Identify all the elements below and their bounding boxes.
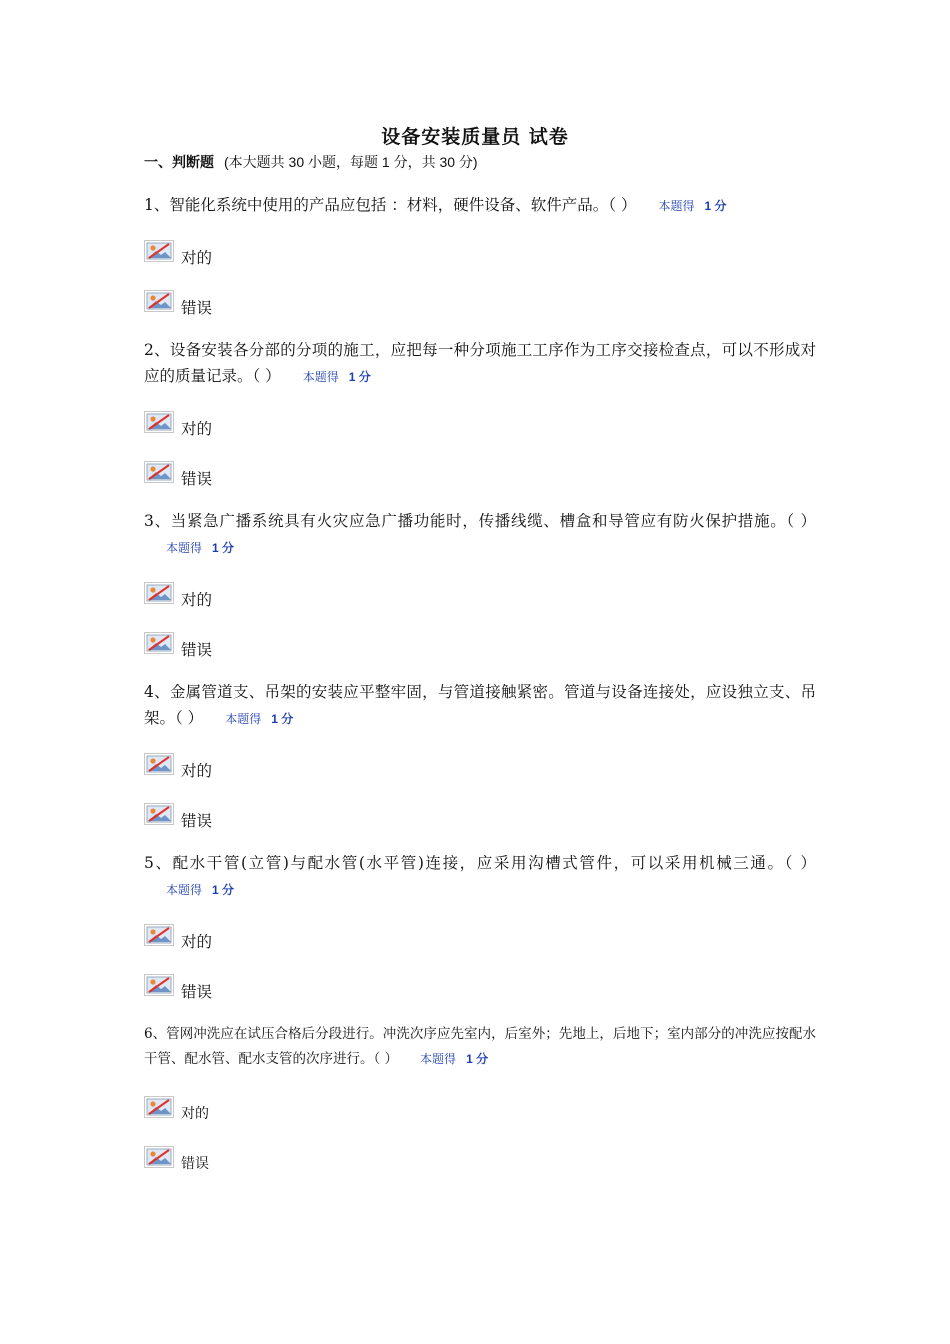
option-false[interactable] bbox=[144, 1140, 209, 1172]
score-points: 1 分 bbox=[704, 199, 727, 213]
question-text: 5、配水干管(立管)与配水管(水平管)连接，应采用沟槽式管件，可以采用机械三通。（ ） bbox=[144, 854, 816, 872]
question-text: 1、智能化系统中使用的产品应包括 ：材料，硬件设备、软件产品。（ ） bbox=[144, 196, 637, 214]
question-2 bbox=[144, 337, 816, 390]
option-true[interactable] bbox=[144, 918, 213, 951]
score-tag bbox=[225, 712, 293, 726]
section-header bbox=[144, 152, 478, 173]
option-label: 错误 bbox=[181, 470, 213, 488]
broken-image-icon bbox=[144, 753, 174, 775]
option-label: 对的 bbox=[181, 933, 213, 951]
option-true[interactable] bbox=[144, 405, 213, 438]
option-true[interactable] bbox=[144, 747, 213, 780]
score-tag bbox=[658, 199, 726, 213]
question-text: 6、管网冲洗应在试压合格后分段进行。冲洗次序应先室内，后室外；先地上，后地下；室内部分的冲洗应按配水干管、配水管、配水支管的次序进行。（ ） bbox=[144, 1026, 816, 1067]
score-points: 1 分 bbox=[212, 541, 235, 555]
option-false[interactable] bbox=[144, 797, 213, 830]
option-label: 对的 bbox=[181, 249, 213, 267]
broken-image-icon bbox=[144, 924, 174, 946]
broken-image-icon bbox=[144, 632, 174, 654]
option-label: 错误 bbox=[181, 1156, 209, 1172]
broken-image-icon bbox=[144, 1146, 174, 1168]
broken-image-icon bbox=[144, 1096, 174, 1118]
broken-image-icon bbox=[144, 240, 174, 262]
score-tag bbox=[420, 1052, 488, 1066]
question-1 bbox=[144, 192, 816, 219]
option-false[interactable] bbox=[144, 626, 213, 659]
option-false[interactable] bbox=[144, 284, 213, 317]
option-true[interactable] bbox=[144, 234, 213, 267]
broken-image-icon bbox=[144, 411, 174, 433]
score-tag bbox=[166, 541, 234, 555]
option-true[interactable] bbox=[144, 576, 213, 609]
option-label: 对的 bbox=[181, 420, 213, 438]
question-text: 2、设备安装各分部的分项的施工，应把每一种分项施工工序作为工序交接检查点，可以不形成对应的质量记录。（ ） bbox=[144, 341, 816, 385]
broken-image-icon bbox=[144, 803, 174, 825]
score-label: 本题得 bbox=[166, 883, 203, 897]
question-text: 4、金属管道支、吊架的安装应平整牢固，与管道接触紧密。管道与设备连接处，应设独立支、吊架。（ ） bbox=[144, 683, 816, 727]
option-label: 对的 bbox=[181, 591, 213, 609]
score-points: 1 分 bbox=[271, 712, 294, 726]
page-title: 设备安装质量员 试卷 bbox=[381, 126, 569, 148]
broken-image-icon bbox=[144, 582, 174, 604]
score-points: 1 分 bbox=[212, 883, 235, 897]
question-4 bbox=[144, 679, 816, 732]
score-label: 本题得 bbox=[420, 1052, 457, 1066]
option-false[interactable] bbox=[144, 968, 213, 1001]
broken-image-icon bbox=[144, 290, 174, 312]
score-tag bbox=[166, 883, 234, 897]
question-text: 3、当紧急广播系统具有火灾应急广播功能时，传播线缆、槽盒和导管应有防火保护措施。（ ） bbox=[144, 512, 816, 530]
score-label: 本题得 bbox=[658, 199, 695, 213]
option-label: 对的 bbox=[181, 762, 213, 780]
question-6 bbox=[144, 1022, 816, 1072]
option-false[interactable] bbox=[144, 455, 213, 488]
question-3 bbox=[144, 508, 816, 561]
score-tag bbox=[303, 370, 371, 384]
section-label: 一、判断题 bbox=[144, 155, 214, 171]
score-label: 本题得 bbox=[225, 712, 262, 726]
score-points: 1 分 bbox=[466, 1052, 489, 1066]
broken-image-icon bbox=[144, 974, 174, 996]
option-label: 错误 bbox=[181, 983, 213, 1001]
question-5 bbox=[144, 850, 816, 903]
broken-image-icon bbox=[144, 461, 174, 483]
section-info: (本大题共 30 小题，每题 1 分，共 30 分) bbox=[224, 154, 478, 170]
option-true[interactable] bbox=[144, 1090, 209, 1122]
score-label: 本题得 bbox=[302, 370, 339, 384]
option-label: 错误 bbox=[181, 812, 213, 830]
score-label: 本题得 bbox=[166, 541, 203, 555]
score-points: 1 分 bbox=[348, 370, 371, 384]
option-label: 对的 bbox=[181, 1106, 209, 1122]
option-label: 错误 bbox=[181, 299, 213, 317]
option-label: 错误 bbox=[181, 641, 213, 659]
